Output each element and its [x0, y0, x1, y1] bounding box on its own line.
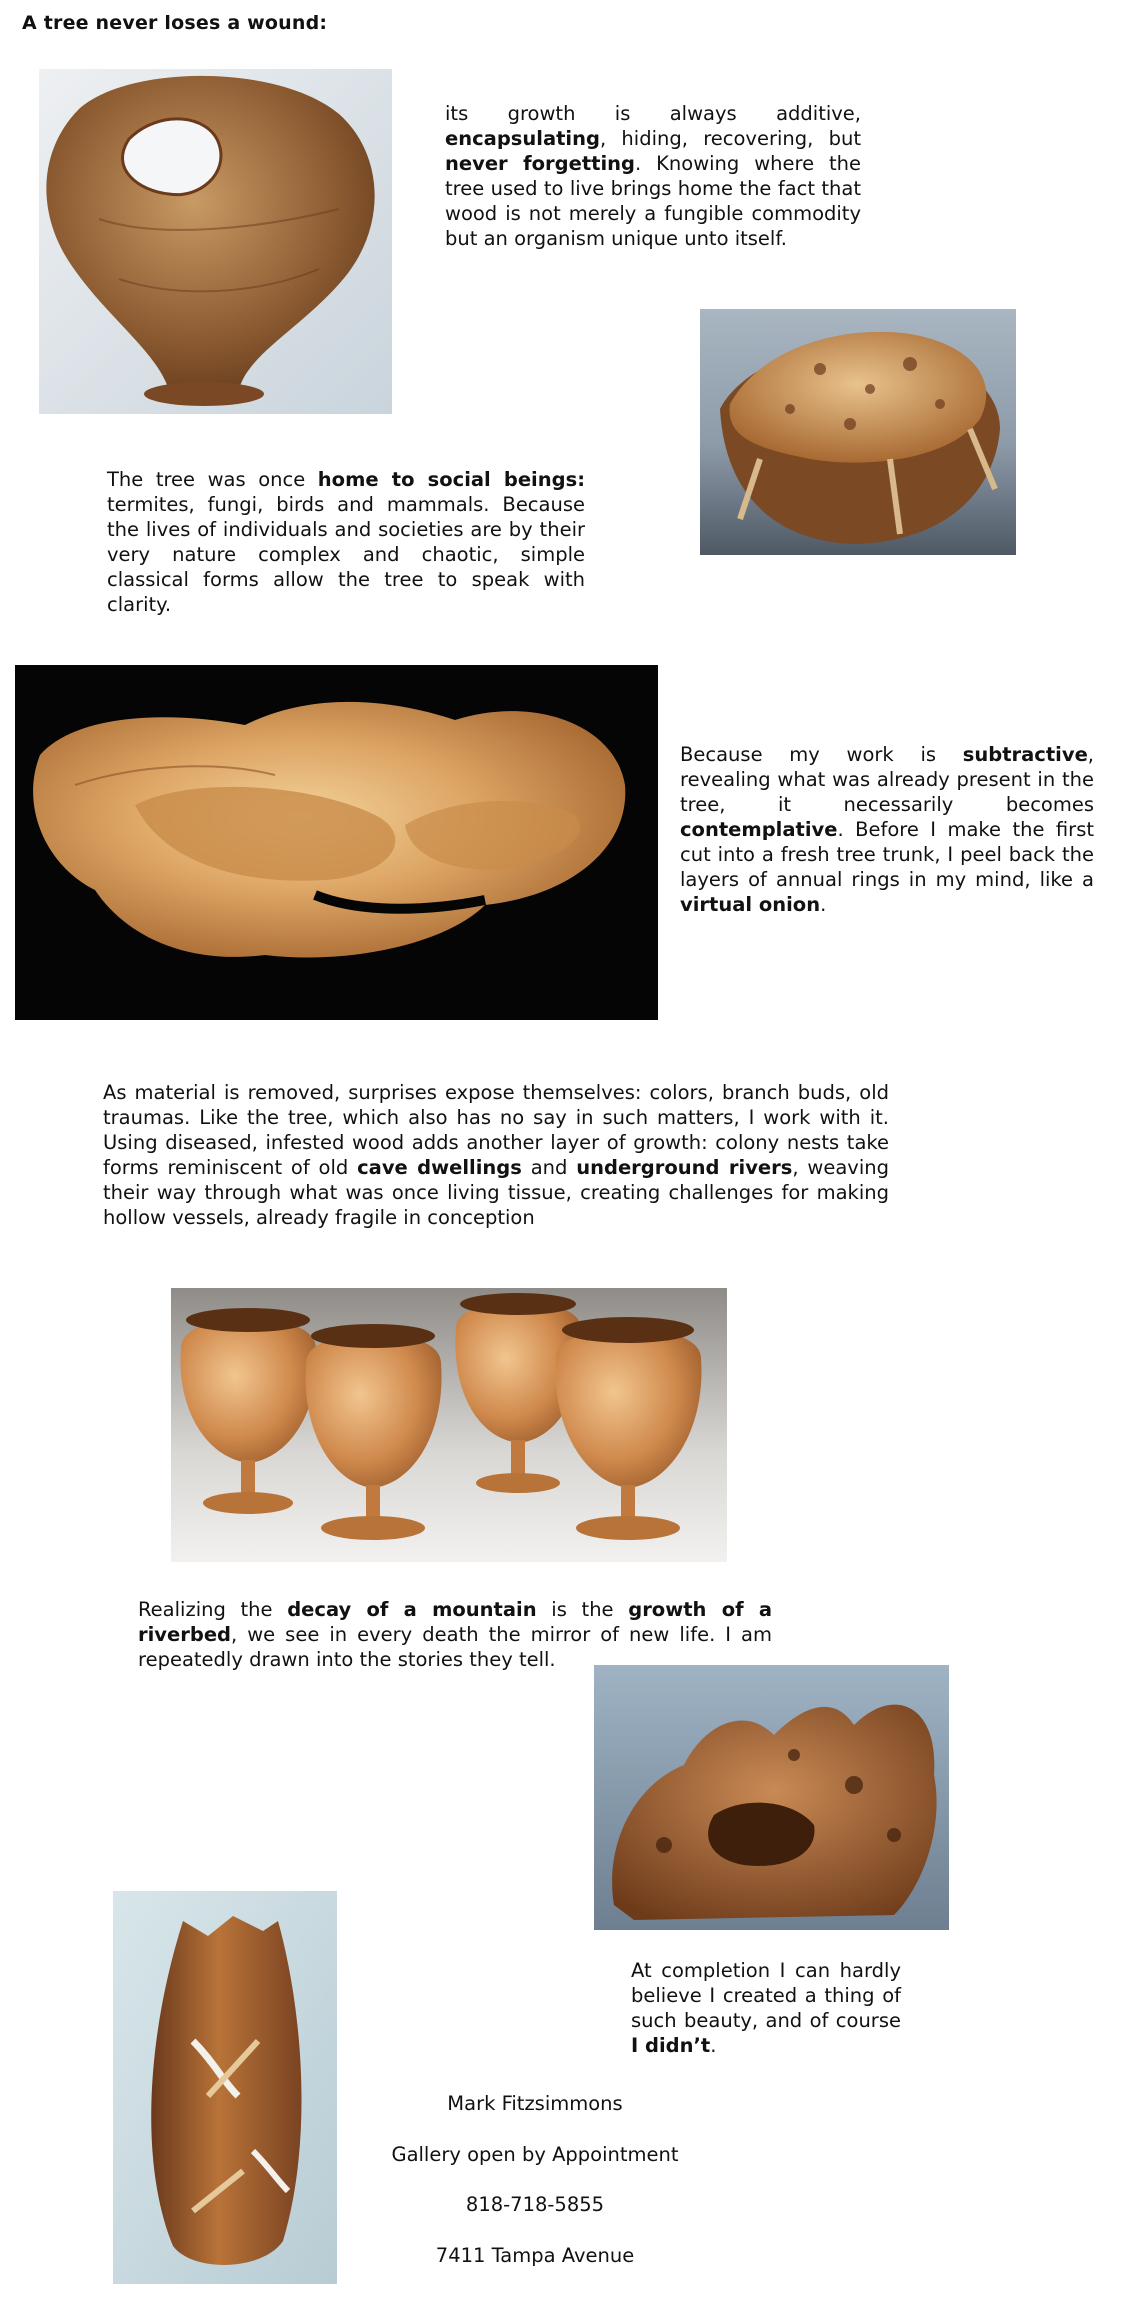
phone-number: 818-718-5855 — [465, 2193, 605, 2216]
tall-vessel-photo — [113, 1891, 337, 2284]
natural-edge-bowl-photo — [700, 309, 1016, 555]
gallery-hours: Gallery open by Appointment — [391, 2143, 679, 2166]
subtractive-paragraph: Because my work is subtractive, revealing what was already present in the tree, it necessarily becomes contemplative. Before I make the first cut into a fresh tree trunk, I peel back the layers of annual rings in my mind, like a virtual onion. — [680, 743, 1094, 916]
social-beings-paragraph: The tree was once home to social beings: termites, fungi, birds and mammals. Because the lives of individuals and societies are by their very nature complex and chaotic, simple classical forms allow the tree to speak with clarity. — [107, 468, 585, 616]
artist-name: Mark Fitzsimmons — [447, 2092, 623, 2115]
street-address: 7411 Tampa Avenue — [435, 2244, 635, 2267]
page-title: A tree never loses a wound: — [22, 12, 328, 34]
intro-paragraph: its growth is always additive, encapsulating, hiding, recovering, but never forgetting. Knowing where the tree used to live brings home the fact that wood is not merely a fungible commodity but an organism unique unto itself. — [445, 102, 861, 250]
completion-paragraph: At completion I can hardly believe I created a thing of such beauty, and of course I didn’t. — [631, 1959, 901, 2057]
burl-sculpture-photo — [594, 1665, 949, 1930]
burl-platter-photo — [15, 665, 658, 1020]
material-removed-paragraph: As material is removed, surprises expose themselves: colors, branch buds, old traumas. Like the tree, which also has no say in such matters, I work with it. Using diseased, infested wood adds another layer of growth: colony nests take forms reminiscent of old cave dwellings and underground rivers, weaving their way through what was once living tissue, creating challenges for making hollow vessels, already fragile in conception — [103, 1081, 889, 1229]
mountain-riverbed-paragraph: Realizing the decay of a mountain is the growth of a riverbed, we see in every death the mirror of new life. I am repeatedly drawn into the stories they tell. — [138, 1598, 773, 1671]
burl-vase-photo — [39, 69, 392, 414]
goblets-photo — [171, 1288, 727, 1562]
